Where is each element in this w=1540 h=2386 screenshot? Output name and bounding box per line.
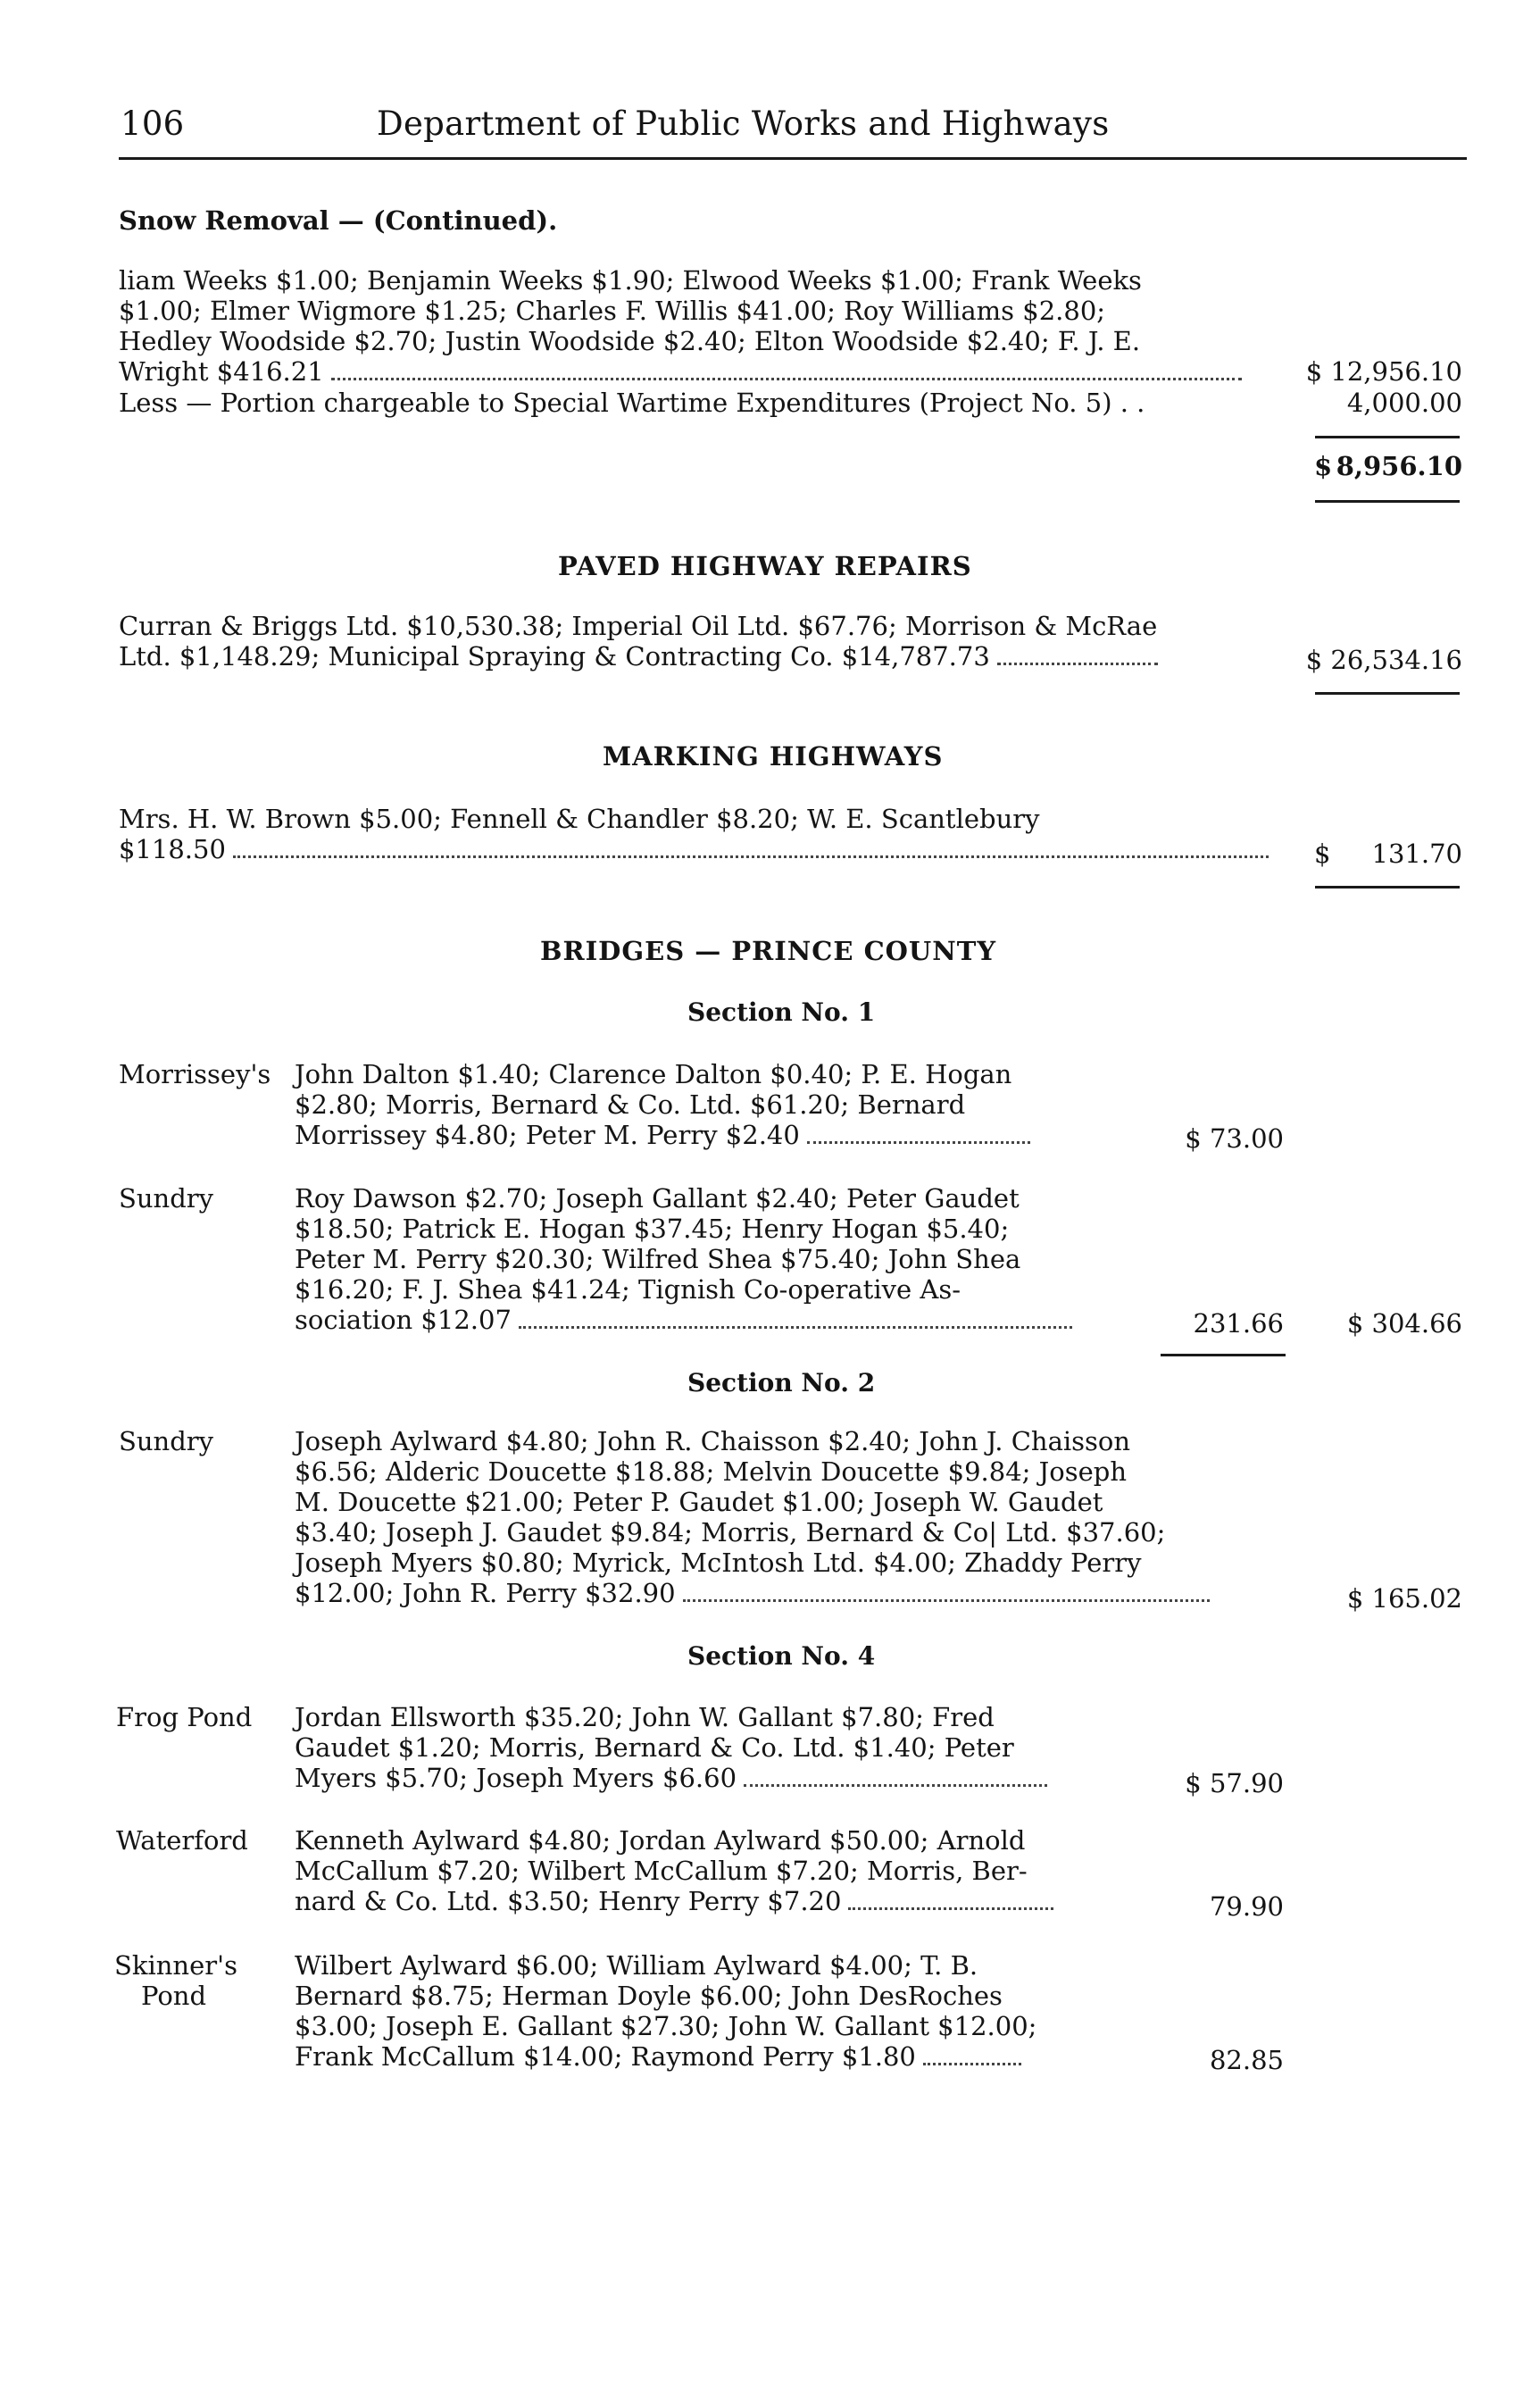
entry-place: Pond bbox=[141, 1981, 207, 2011]
entry-line: nard & Co. Ltd. $3.50; Henry Perry $7.20 bbox=[295, 1886, 1053, 1916]
entry-line: M. Doucette $21.00; Peter P. Gaudet $1.00; Joseph W. Gaudet bbox=[295, 1487, 1103, 1517]
leader-dots bbox=[331, 376, 1242, 380]
entry-line: Frank McCallum $14.00; Raymond Perry $1.80 bbox=[295, 2041, 1021, 2072]
paved-total-rule bbox=[1315, 692, 1460, 695]
snow-line-4: Wright $416.21 bbox=[119, 356, 1242, 387]
snow-less-amount: 4,000.00 bbox=[1346, 388, 1462, 418]
entry-line: $6.56; Alderic Doucette $18.88; Melvin Doucette $9.84; Joseph bbox=[295, 1456, 1128, 1487]
entry-line: $3.00; Joseph E. Gallant $27.30; John W. Gallant $12.00; bbox=[295, 2011, 1037, 2041]
leader-dots bbox=[683, 1598, 1210, 1602]
entry-line: Peter M. Perry $20.30; Wilfred Shea $75.40; John Shea bbox=[295, 1244, 1021, 1274]
snow-total-rule-top bbox=[1315, 436, 1460, 438]
leader-dots bbox=[807, 1139, 1030, 1144]
section-1-total: $ 304.66 bbox=[1346, 1308, 1462, 1339]
entry-line: Joseph Aylward $4.80; John R. Chaisson $2.40; John J. Chaisson bbox=[295, 1426, 1131, 1456]
entry-line: Morrissey $4.80; Peter M. Perry $2.40 bbox=[295, 1120, 1030, 1150]
entry-line: $16.20; F. J. Shea $41.24; Tignish Co-operative As- bbox=[295, 1274, 961, 1305]
entry-place: Frog Pond bbox=[116, 1702, 253, 1732]
entry-line: $3.40; Joseph J. Gaudet $9.84; Morris, Bernard & Co| Ltd. $37.60; bbox=[295, 1517, 1166, 1548]
section-2-total: $ 165.02 bbox=[1346, 1583, 1462, 1614]
section-4-title: Section No. 4 bbox=[687, 1641, 876, 1671]
marking-line-2: $118.50 bbox=[119, 834, 1269, 864]
entry-amount: 79.90 bbox=[1209, 1891, 1284, 1922]
snow-line-2: $1.00; Elmer Wigmore $1.25; Charles F. Willis $41.00; Roy Williams $2.80; bbox=[119, 296, 1106, 326]
bridges-prince-county-heading: BRIDGES — PRINCE COUNTY bbox=[540, 936, 997, 966]
entry-line: Kenneth Aylward $4.80; Jordan Aylward $50.00; Arnold bbox=[295, 1825, 1026, 1856]
page-header-title: Department of Public Works and Highways bbox=[377, 104, 1110, 143]
leader-dots bbox=[744, 1782, 1047, 1787]
page-number: 106 bbox=[121, 104, 185, 143]
leader-dots bbox=[233, 854, 1269, 858]
entry-line: Roy Dawson $2.70; Joseph Gallant $2.40; Peter Gaudet bbox=[295, 1183, 1020, 1214]
snow-less-line: Less — Portion chargeable to Special Wartime Expenditures (Project No. 5) . . bbox=[119, 388, 1145, 418]
entry-place: Sundry bbox=[119, 1426, 214, 1456]
entry-place: Morrissey's bbox=[119, 1059, 271, 1089]
entry-line: $12.00; John R. Perry $32.90 bbox=[295, 1578, 1210, 1608]
marking-total-rule bbox=[1315, 886, 1460, 888]
entry-place: Skinner's bbox=[114, 1950, 237, 1981]
entry-line: John Dalton $1.40; Clarence Dalton $0.40; P. E. Hogan bbox=[295, 1059, 1012, 1089]
snow-net-amount: 8,956.10 bbox=[1336, 451, 1462, 481]
paved-total-amount: $ 26,534.16 bbox=[1305, 645, 1462, 675]
snow-gross-amount: $ 12,956.10 bbox=[1305, 356, 1462, 387]
section-2-title: Section No. 2 bbox=[687, 1368, 876, 1397]
leader-dots bbox=[997, 661, 1158, 665]
entry-line: sociation $12.07 bbox=[295, 1305, 1072, 1335]
entry-line: Myers $5.70; Joseph Myers $6.60 bbox=[295, 1763, 1047, 1793]
paved-line-2: Ltd. $1,148.29; Municipal Spraying & Contracting Co. $14,787.73 bbox=[119, 641, 1158, 672]
marking-dollar: $ bbox=[1314, 838, 1331, 869]
snow-total-rule-bottom bbox=[1315, 500, 1460, 503]
entry-line: Bernard $8.75; Herman Doyle $6.00; John DesRoches bbox=[295, 1981, 1003, 2011]
marking-total-amount: 131.70 bbox=[1371, 838, 1462, 869]
snow-line-1: liam Weeks $1.00; Benjamin Weeks $1.90; Elwood Weeks $1.00; Frank Weeks bbox=[119, 265, 1142, 296]
header-rule bbox=[119, 157, 1467, 160]
paved-line-1: Curran & Briggs Ltd. $10,530.38; Imperial Oil Ltd. $67.76; Morrison & McRae bbox=[119, 611, 1158, 641]
entry-line: Gaudet $1.20; Morris, Bernard & Co. Ltd. $1.40; Peter bbox=[295, 1732, 1014, 1763]
entry-place: Sundry bbox=[119, 1183, 214, 1214]
section-1-subtotal-rule bbox=[1161, 1354, 1286, 1356]
entry-amount: $ 57.90 bbox=[1185, 1768, 1284, 1798]
snow-line-3: Hedley Woodside $2.70; Justin Woodside $2.40; Elton Woodside $2.40; F. J. E. bbox=[119, 326, 1141, 356]
snow-net-dollar: $ bbox=[1314, 451, 1333, 481]
entry-line: Wilbert Aylward $6.00; William Aylward $4.00; T. B. bbox=[295, 1950, 978, 1981]
leader-dots bbox=[923, 2061, 1021, 2065]
entry-line: Joseph Myers $0.80; Myrick, McIntosh Ltd. $4.00; Zhaddy Perry bbox=[295, 1548, 1142, 1578]
leader-dots bbox=[519, 1324, 1072, 1329]
snow-removal-heading: Snow Removal — (Continued). bbox=[119, 205, 558, 236]
marking-line-1: Mrs. H. W. Brown $5.00; Fennell & Chandler $8.20; W. E. Scantlebury bbox=[119, 804, 1040, 834]
marking-highways-heading: MARKING HIGHWAYS bbox=[603, 741, 944, 772]
entry-line: $18.50; Patrick E. Hogan $37.45; Henry Hogan $5.40; bbox=[295, 1214, 1010, 1244]
entry-amount: $ 73.00 bbox=[1185, 1123, 1284, 1154]
leader-dots bbox=[848, 1906, 1053, 1910]
entry-amount: 231.66 bbox=[1193, 1308, 1284, 1339]
entry-line: Jordan Ellsworth $35.20; John W. Gallant $7.80; Fred bbox=[295, 1702, 995, 1732]
paved-highway-repairs-heading: PAVED HIGHWAY REPAIRS bbox=[558, 551, 972, 581]
entry-place: Waterford bbox=[116, 1825, 248, 1856]
entry-line: McCallum $7.20; Wilbert McCallum $7.20; Morris, Ber- bbox=[295, 1856, 1028, 1886]
entry-line: $2.80; Morris, Bernard & Co. Ltd. $61.20; Bernard bbox=[295, 1089, 966, 1120]
section-1-title: Section No. 1 bbox=[687, 997, 876, 1027]
entry-amount: 82.85 bbox=[1209, 2045, 1284, 2075]
